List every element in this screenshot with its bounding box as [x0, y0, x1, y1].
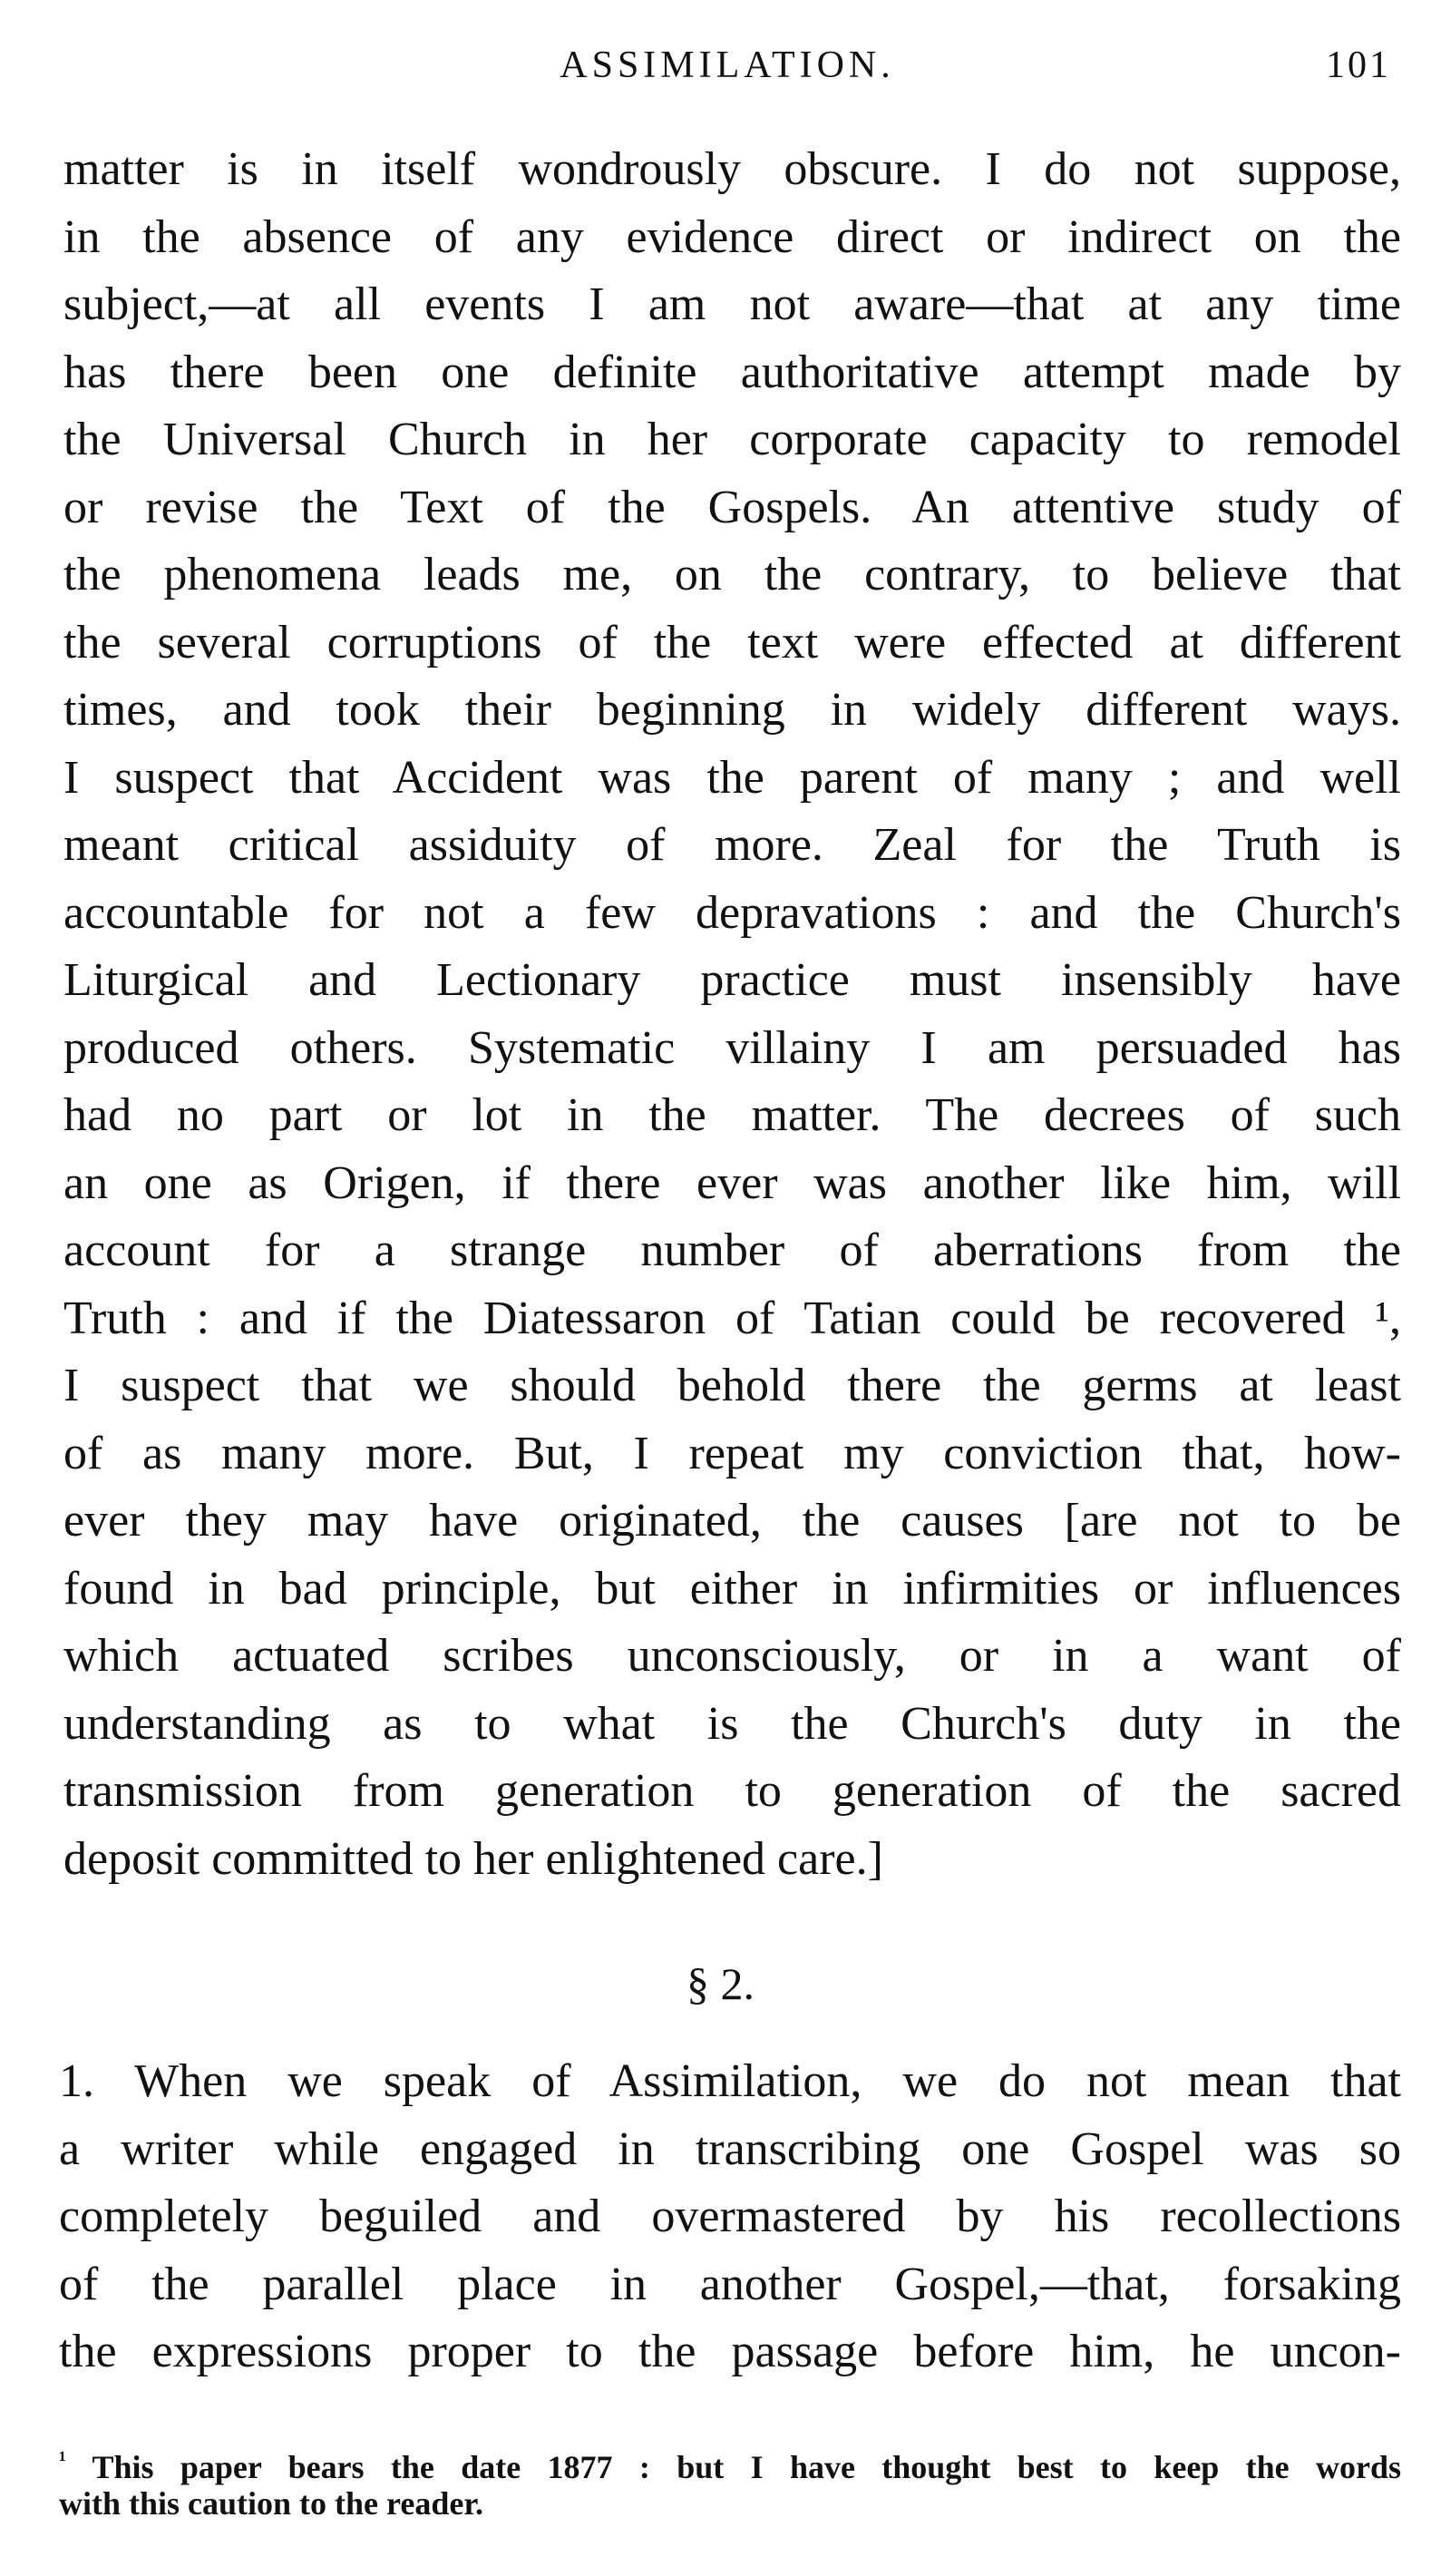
footnote-text: This paper bears the date 1877 : but I have thought best to keep the words — [92, 2449, 1401, 2485]
text-line: of as many more. But, I repeat my conviction that, how- — [63, 1427, 1401, 1479]
page-number: 101 — [1326, 44, 1391, 86]
text-line: found in bad principle, but either in infirmities or influences — [63, 1562, 1401, 1615]
text-line: produced others. Systematic villainy I am persuaded has — [63, 1021, 1401, 1074]
section-paragraph — [59, 2048, 1401, 2386]
text-line: the expressions proper to the passage before him, he uncon- — [59, 2326, 1401, 2377]
text-line: accountable for not a few depravations : and the Church's — [63, 886, 1401, 939]
text-line: ever they may have originated, the causes [are not to be — [63, 1495, 1401, 1547]
text-line: of the parallel place in another Gospel,—that, forsaking — [59, 2258, 1401, 2310]
text-line: understanding as to what is the Church's duty in the — [63, 1697, 1401, 1750]
running-head — [63, 44, 1391, 98]
text-line: Truth : and if the Diatessaron of Tatian could be recovered ¹, — [63, 1292, 1401, 1344]
text-line: or revise the Text of the Gospels. An attentive study of — [63, 481, 1401, 533]
text-line: I suspect that Accident was the parent of many ; and well — [63, 751, 1401, 804]
text-line: account for a strange number of aberrations from the — [63, 1225, 1401, 1276]
text-line: 1. When we speak of Assimilation, we do not mean that — [59, 2055, 1401, 2107]
text-line: had no part or lot in the matter. The decrees of such — [63, 1089, 1401, 1141]
text-line: has there been one definite authoritative attempt made by — [63, 346, 1401, 398]
text-line: deposit committed to her enlightened care.] — [63, 1832, 883, 1885]
text-line: subject,—at all events I am not aware—that at any time — [63, 278, 1401, 330]
text-line: completely beguiled and overmastered by his recollections — [59, 2191, 1401, 2242]
text-line: the several corruptions of the text were effected at different — [63, 616, 1401, 668]
running-title: ASSIMILATION. — [560, 44, 895, 86]
text-line: matter is in itself wondrously obscure. I do not suppose, — [63, 143, 1401, 195]
text-line: a writer while engaged in transcribing one Gospel was so — [59, 2122, 1401, 2175]
text-line: the Universal Church in her corporate capacity to remodel — [63, 414, 1401, 465]
footnote-marker: ¹ — [59, 2446, 66, 2473]
footnote-line — [59, 2438, 1401, 2485]
text-line: an one as Origen, if there ever was another like him, will — [63, 1156, 1401, 1209]
text-line: meant critical assiduity of more. Zeal for the Truth is — [63, 819, 1401, 871]
text-line: I suspect that we should behold there the germs at least — [63, 1360, 1401, 1411]
section-heading: § 2. — [686, 1958, 755, 2009]
text-line: transmission from generation to generation of the sacred — [63, 1765, 1401, 1817]
text-line: in the absence of any evidence direct or indirect on the — [63, 210, 1401, 263]
body-paragraph — [63, 136, 1401, 1893]
text-line: times, and took their beginning in widely different ways. — [63, 684, 1401, 736]
text-line: the phenomena leads me, on the contrary, to believe that — [63, 549, 1401, 600]
footnote-line: with this caution to the reader. — [59, 2485, 483, 2522]
footnote — [59, 2438, 1401, 2525]
text-line: Liturgical and Lectionary practice must insensibly have — [63, 954, 1401, 1006]
text-line: which actuated scribes unconsciously, or in a want of — [63, 1630, 1401, 1682]
